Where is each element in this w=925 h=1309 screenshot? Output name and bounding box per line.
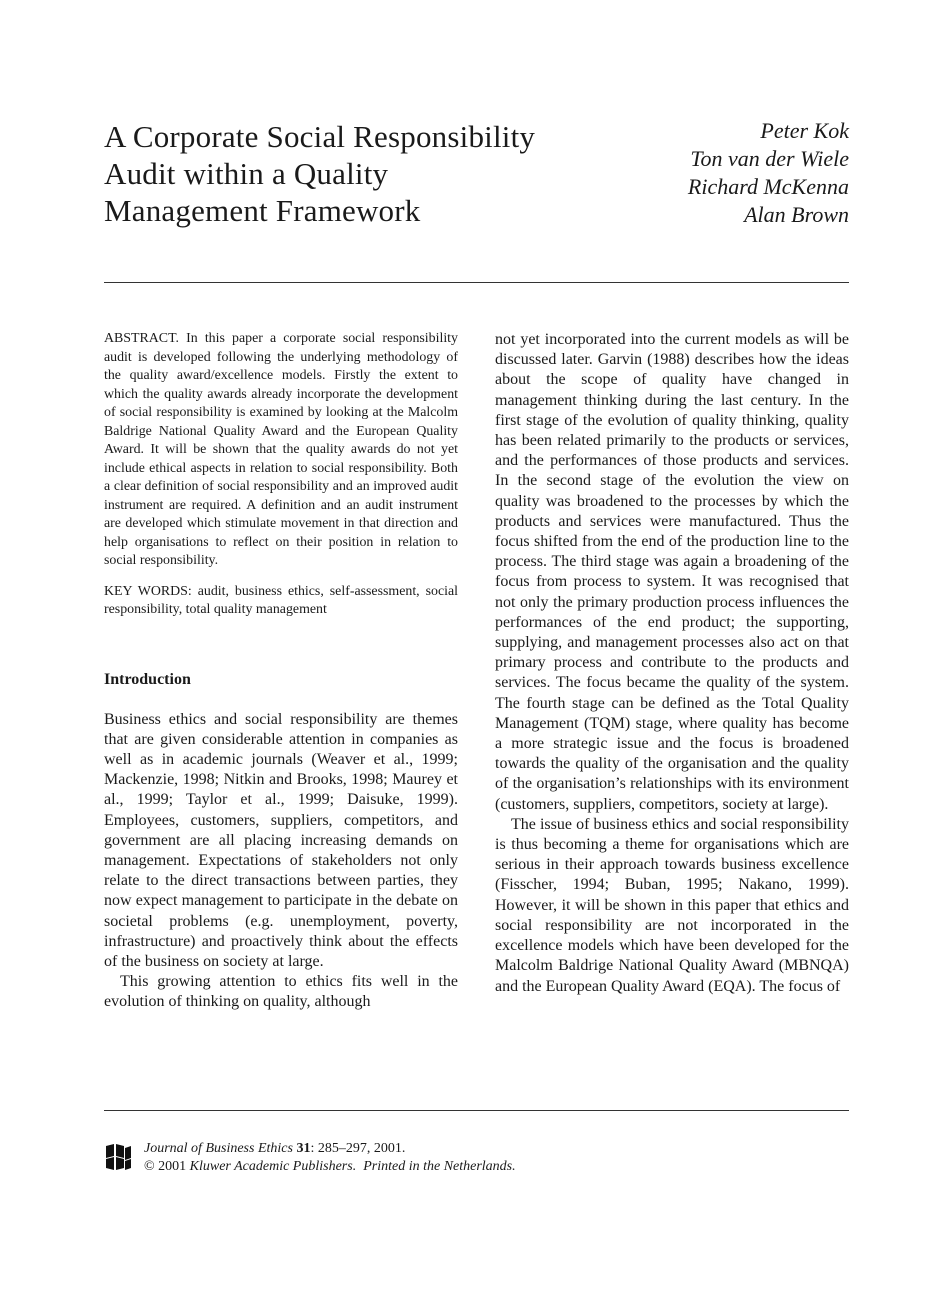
title-line: A Corporate Social Responsibility bbox=[104, 119, 536, 154]
author-list bbox=[688, 117, 849, 229]
journal-pages: : 285–297, 2001. bbox=[310, 1141, 406, 1156]
introduction-paragraph: Business ethics and social responsibility are themes that are given considerable attention in companies as well as in academic journals (Weaver et al., 1999; Mackenzie, 1998; Nitkin and Brooks, 1998; Maurey et al., 1999; Taylor et al., 1999; Daisuke, 1999). Employees, customers, suppliers, competitors, and government are all placing increasing demands on management. Expectations of stakeholders not only relate to the direct transactions between parties, they now expect management to participate in the debate on societal problems (e.g. unemployment, poverty, infrastructure) and proactively think about the effects of the business on society at large. bbox=[104, 710, 458, 970]
footer-citation bbox=[144, 1140, 516, 1176]
body-paragraph: The issue of business ethics and social responsibility is thus becoming a theme for organisations which are serious in their approach towards business excellence (Fisscher, 1994; Buban, 1995; Nakano, 1999). However, it will be shown in this paper that ethics and social responsibility are not incorporated in the excellence models which have been developed for the Malcolm Baldrige National Quality Award (MBNQA) and the European Quality Award (EQA). The focus of bbox=[495, 815, 849, 995]
publisher-name: Kluwer Academic Publishers. bbox=[189, 1159, 357, 1174]
journal-name: Journal of Business Ethics bbox=[144, 1141, 293, 1156]
author-name: Richard McKenna bbox=[687, 174, 849, 199]
citation-line bbox=[144, 1140, 516, 1158]
publisher-logo-icon bbox=[104, 1142, 132, 1172]
author-name: Peter Kok bbox=[760, 118, 849, 143]
copyright: © 2001 bbox=[144, 1159, 187, 1174]
copyright-line bbox=[144, 1158, 516, 1176]
abstract-label: ABSTRACT. bbox=[104, 331, 179, 346]
abstract-text: In this paper a corporate social responsibility audit is developed following the underlying methodology of the quality award/excellence models. Firstly the extent to which the quality awards already incorporate the development of social responsibility is examined by looking at the Malcolm Baldrige National Quality Award and the European Quality Award. It will be shown that the quality awards do not yet include ethical aspects in relation to social responsibility. Both a clear definition of social responsibility and an improved audit instrument are required. A definition and an audit instrument are developed which stimulate movement in that direction and help organisations to reflect on their position in relation to social responsibility. bbox=[104, 331, 458, 568]
author-name: Alan Brown bbox=[744, 202, 849, 227]
footer-divider bbox=[104, 1110, 849, 1111]
header-divider bbox=[104, 282, 849, 283]
abstract bbox=[104, 330, 458, 571]
printed-location: Printed in the Netherlands. bbox=[363, 1159, 516, 1174]
keywords-text: audit, business ethics, self-assessment, social responsibility, total quality management bbox=[104, 583, 458, 617]
right-column bbox=[495, 330, 849, 997]
article-title bbox=[104, 118, 624, 229]
body-paragraph: not yet incorporated into the current models as will be discussed later. Garvin (1988) describes how the ideas about the scope of quality have changed in management thinking during the last century. In the first stage of the evolution of quality thinking, quality has been related primarily to the products or services, and the performances of those products and services. In the second stage of the evolution the view on quality was broadened to the processes by which the products and services were manufactured. Thus the focus shifted from the end of the production line to the process. The third stage was again a broadening of the focus from process to system. It was recognised that not only the primary production process influences the performances of the end product; the supporting, supplying, and management processes also act on that primary process and contribute to the products and services. The focus became the quality of the system. The fourth stage can be defined as the Total Quality Management (TQM) stage, where quality has become a more strategic issue and the focus is broadened towards the quality of the organisation and the quality of the organisation’s relationships with its environment (customers, suppliers, competitors, society at large). bbox=[495, 331, 849, 813]
section-heading-introduction: Introduction bbox=[104, 670, 191, 688]
keywords-label: KEY WORDS: bbox=[104, 583, 192, 599]
left-column bbox=[104, 330, 458, 1013]
title-line: Management Framework bbox=[104, 193, 421, 228]
title-line: Audit within a Quality bbox=[104, 156, 389, 191]
journal-volume: 31 bbox=[296, 1141, 311, 1156]
keywords bbox=[104, 583, 458, 620]
author-name: Ton van der Wiele bbox=[690, 146, 849, 171]
introduction-paragraph: This growing attention to ethics fits well in the evolution of thinking on quality, although bbox=[104, 973, 458, 1011]
